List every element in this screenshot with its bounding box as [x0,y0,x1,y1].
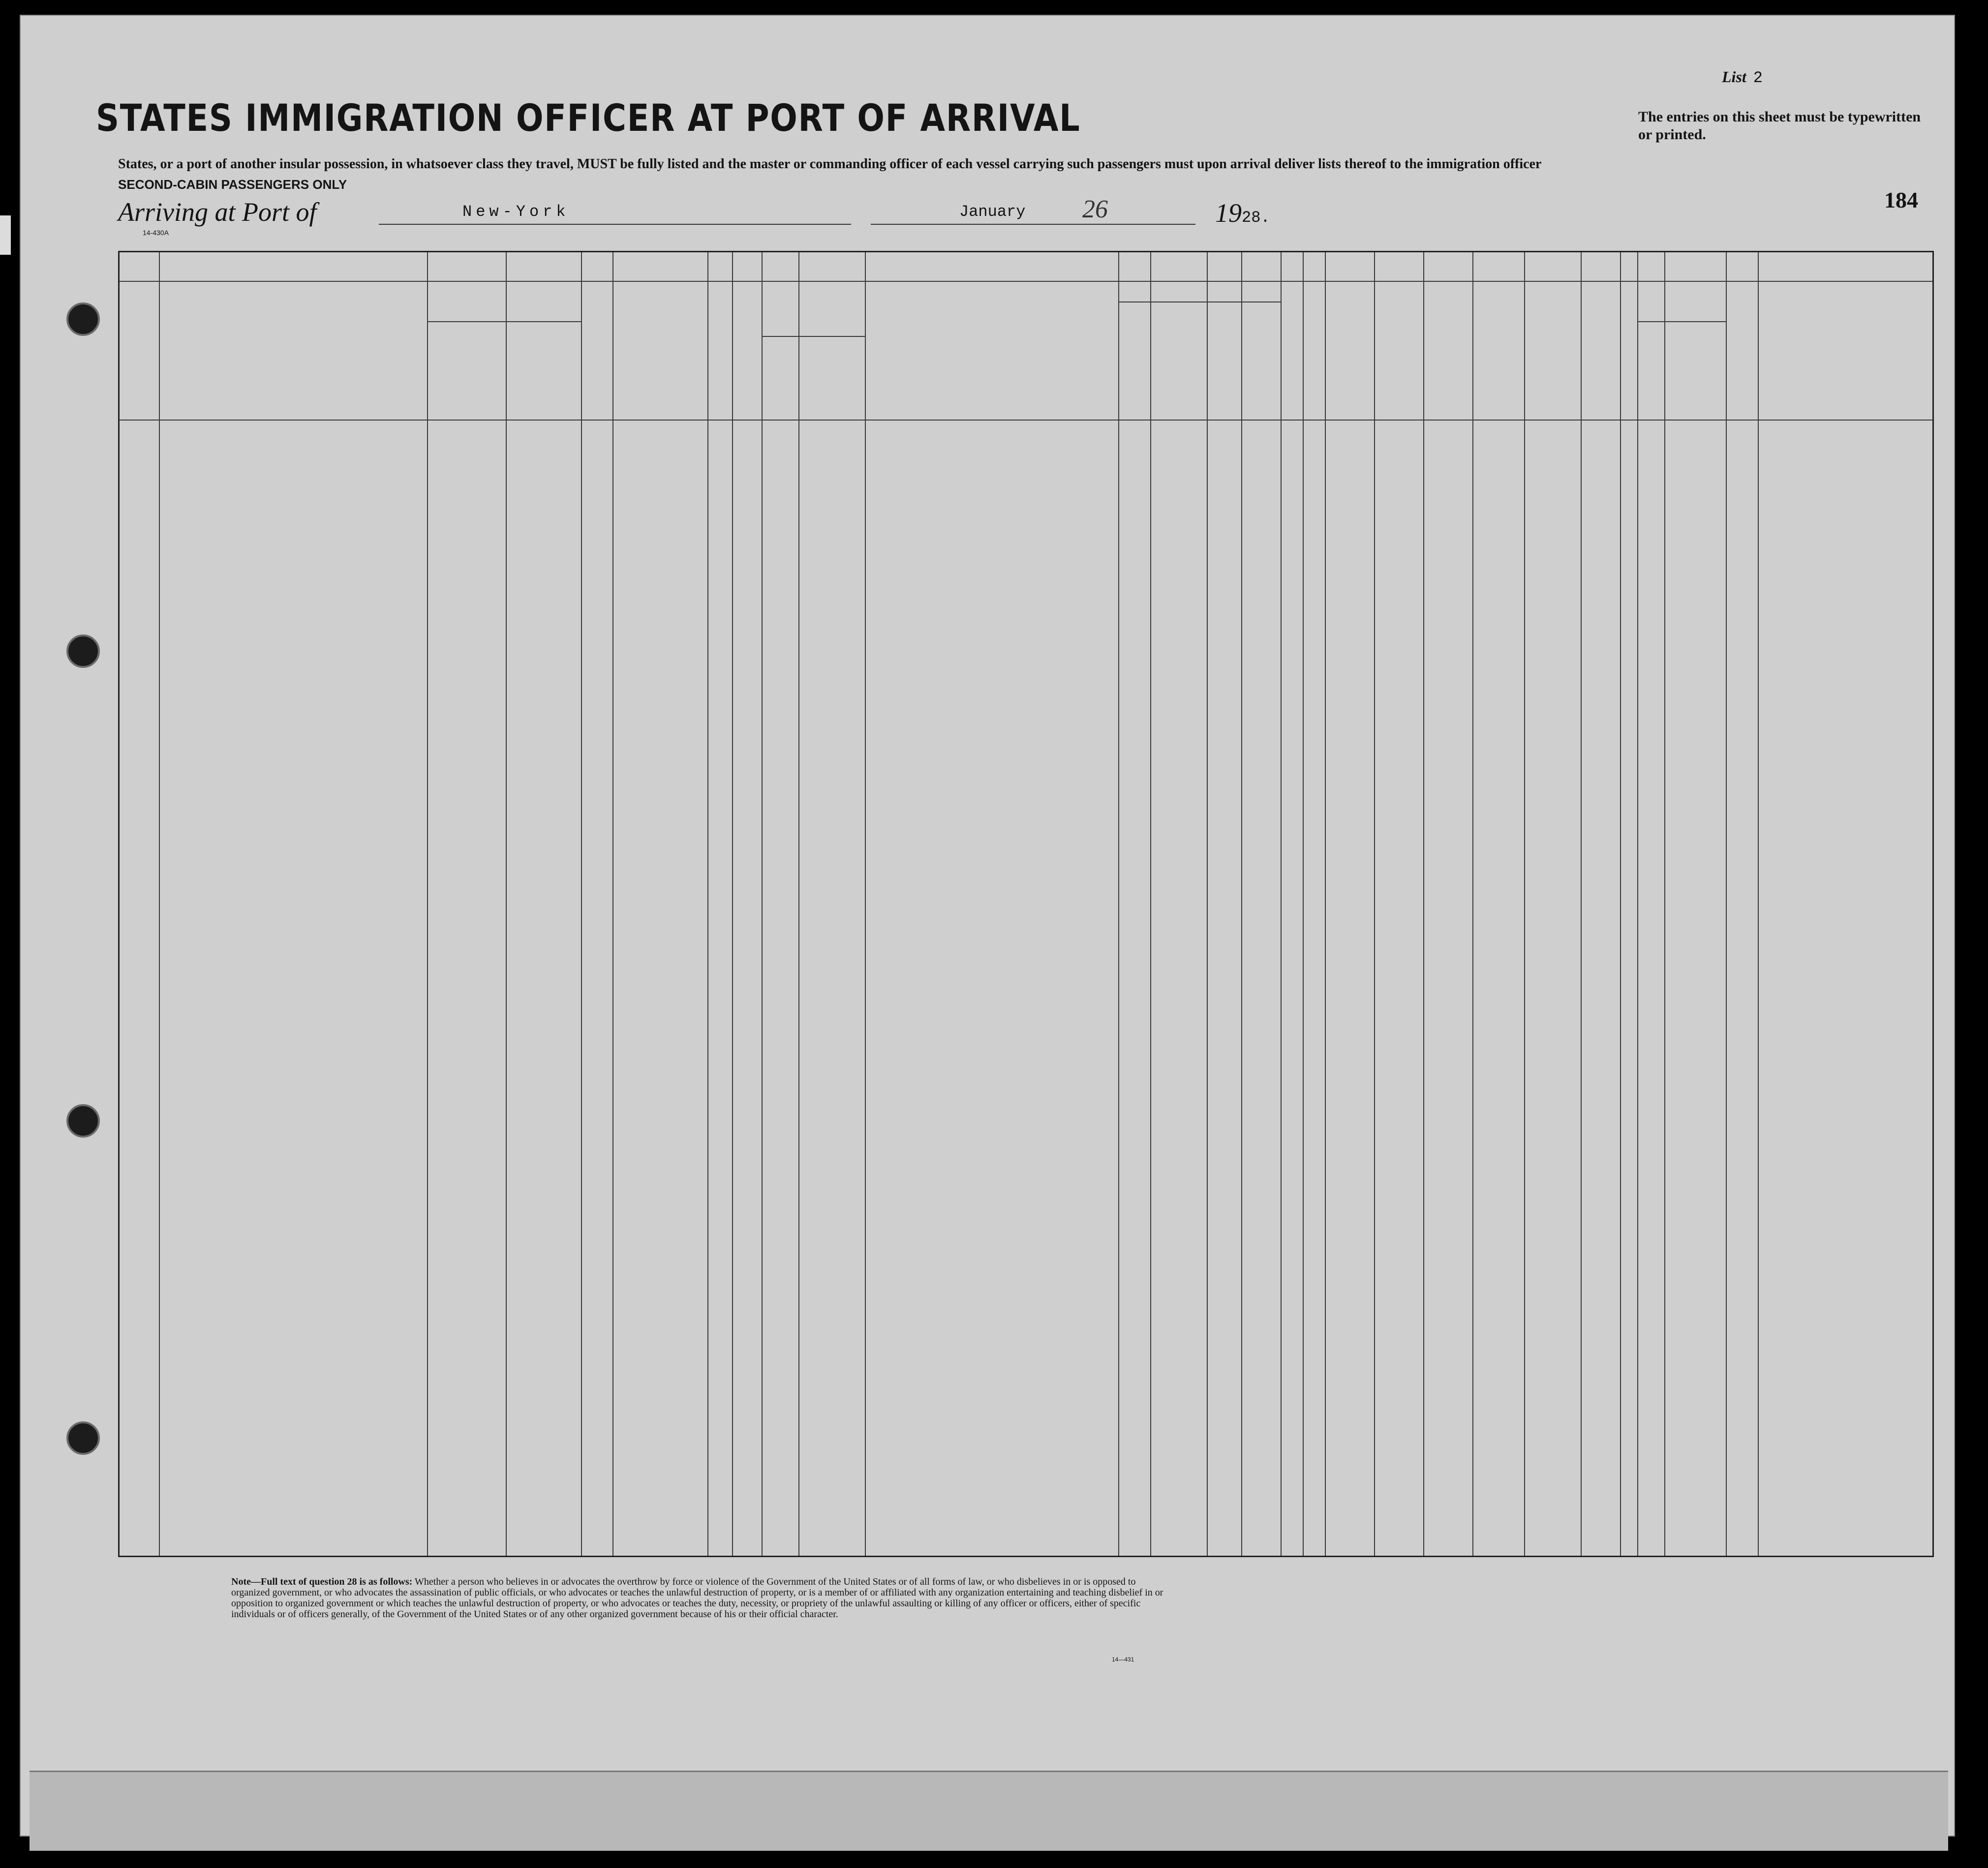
port-underline [379,224,851,225]
footnote: Note—Full text of question 28 is as follows: Whether a person who believes in or advocates the overthrow by force or violence of the Government of the United States or of all forms of law, or who disbelieves in or is opposed to organized government, or who advocates the assassination of public officials, or who advocates or teaches the unlawful destruction of property, or is a member of or affiliated with any organization entertaining and teaching disbelief in or opposition to organized government or which teaches the unlawful destruction of property, or who advocates or teaches the duty, necessity, or propriety of the unlawful assaulting or killing of any officer or officers, either of specific individuals or of officers generally, of the Government of the United States or of any other organized government because of his or their official character. [231,1576,1163,1620]
binder-hole-icon [66,1104,100,1138]
column-divider [1118,252,1119,1556]
binder-hole-icon [66,634,100,668]
list-number: List 2 [1722,68,1763,87]
arriving-label: Arriving at Port of [118,197,317,227]
column-divider [1281,252,1282,1556]
column-divider [506,252,507,1556]
column-divider [1374,252,1375,1556]
binder-hole-icon [66,1421,100,1455]
typewritten-note: The entries on this sheet must be typewritten or printed. [1638,109,1921,143]
column-number-divider [120,281,1932,282]
binder-hole-icon [66,302,100,336]
page-stamp-number: 184 [1884,187,1918,212]
column-divider [1325,252,1326,1556]
column-divider [865,252,866,1556]
underlying-sheet [30,1771,1948,1851]
header-divider [120,420,1932,421]
column-divider [1423,252,1424,1556]
column-divider [1472,252,1473,1556]
color-divider [1637,321,1726,322]
binder-clip [0,215,11,255]
column-divider [1726,252,1727,1556]
arrival-month: January [959,203,1026,221]
column-divider [612,252,613,1556]
column-divider [1637,252,1638,1556]
before-us-divider [762,336,865,337]
column-divider [732,252,733,1556]
column-divider [1620,252,1621,1556]
page-title: STATES IMMIGRATION OFFICER AT PORT OF ARRIVAL [96,96,1081,140]
column-divider [427,252,428,1556]
column-divider [1150,252,1151,1556]
column-divider [1207,252,1208,1556]
passenger-table [118,251,1934,1557]
purpose-divider [1118,301,1281,302]
column-divider [1664,252,1665,1556]
passenger-class: SECOND-CABIN PASSENGERS ONLY [118,177,347,192]
date-underline [871,224,1195,225]
column-divider [1241,252,1242,1556]
port-name: New-York [462,203,570,221]
column-divider [762,252,763,1556]
arrival-day: 26 [1082,195,1108,223]
footnote-form-number: 14—431 [1112,1656,1134,1663]
column-divider [1303,252,1304,1556]
column-divider [1758,252,1759,1556]
form-number: 14-430A [143,229,169,237]
arrival-year: 1928. [1215,198,1270,228]
column-divider [707,252,708,1556]
final-destination-divider [427,321,581,322]
column-divider [1581,252,1582,1556]
instructions: States, or a port of another insular possession, in whatsoever class they travel, MUST be fully listed and the master or commanding officer of each vessel carrying such passengers must upon arrival deliver lists thereof to the immigration officer [118,156,1542,172]
column-divider [798,252,799,1556]
column-divider [159,252,160,1556]
column-divider [1524,252,1525,1556]
column-divider [581,252,582,1556]
